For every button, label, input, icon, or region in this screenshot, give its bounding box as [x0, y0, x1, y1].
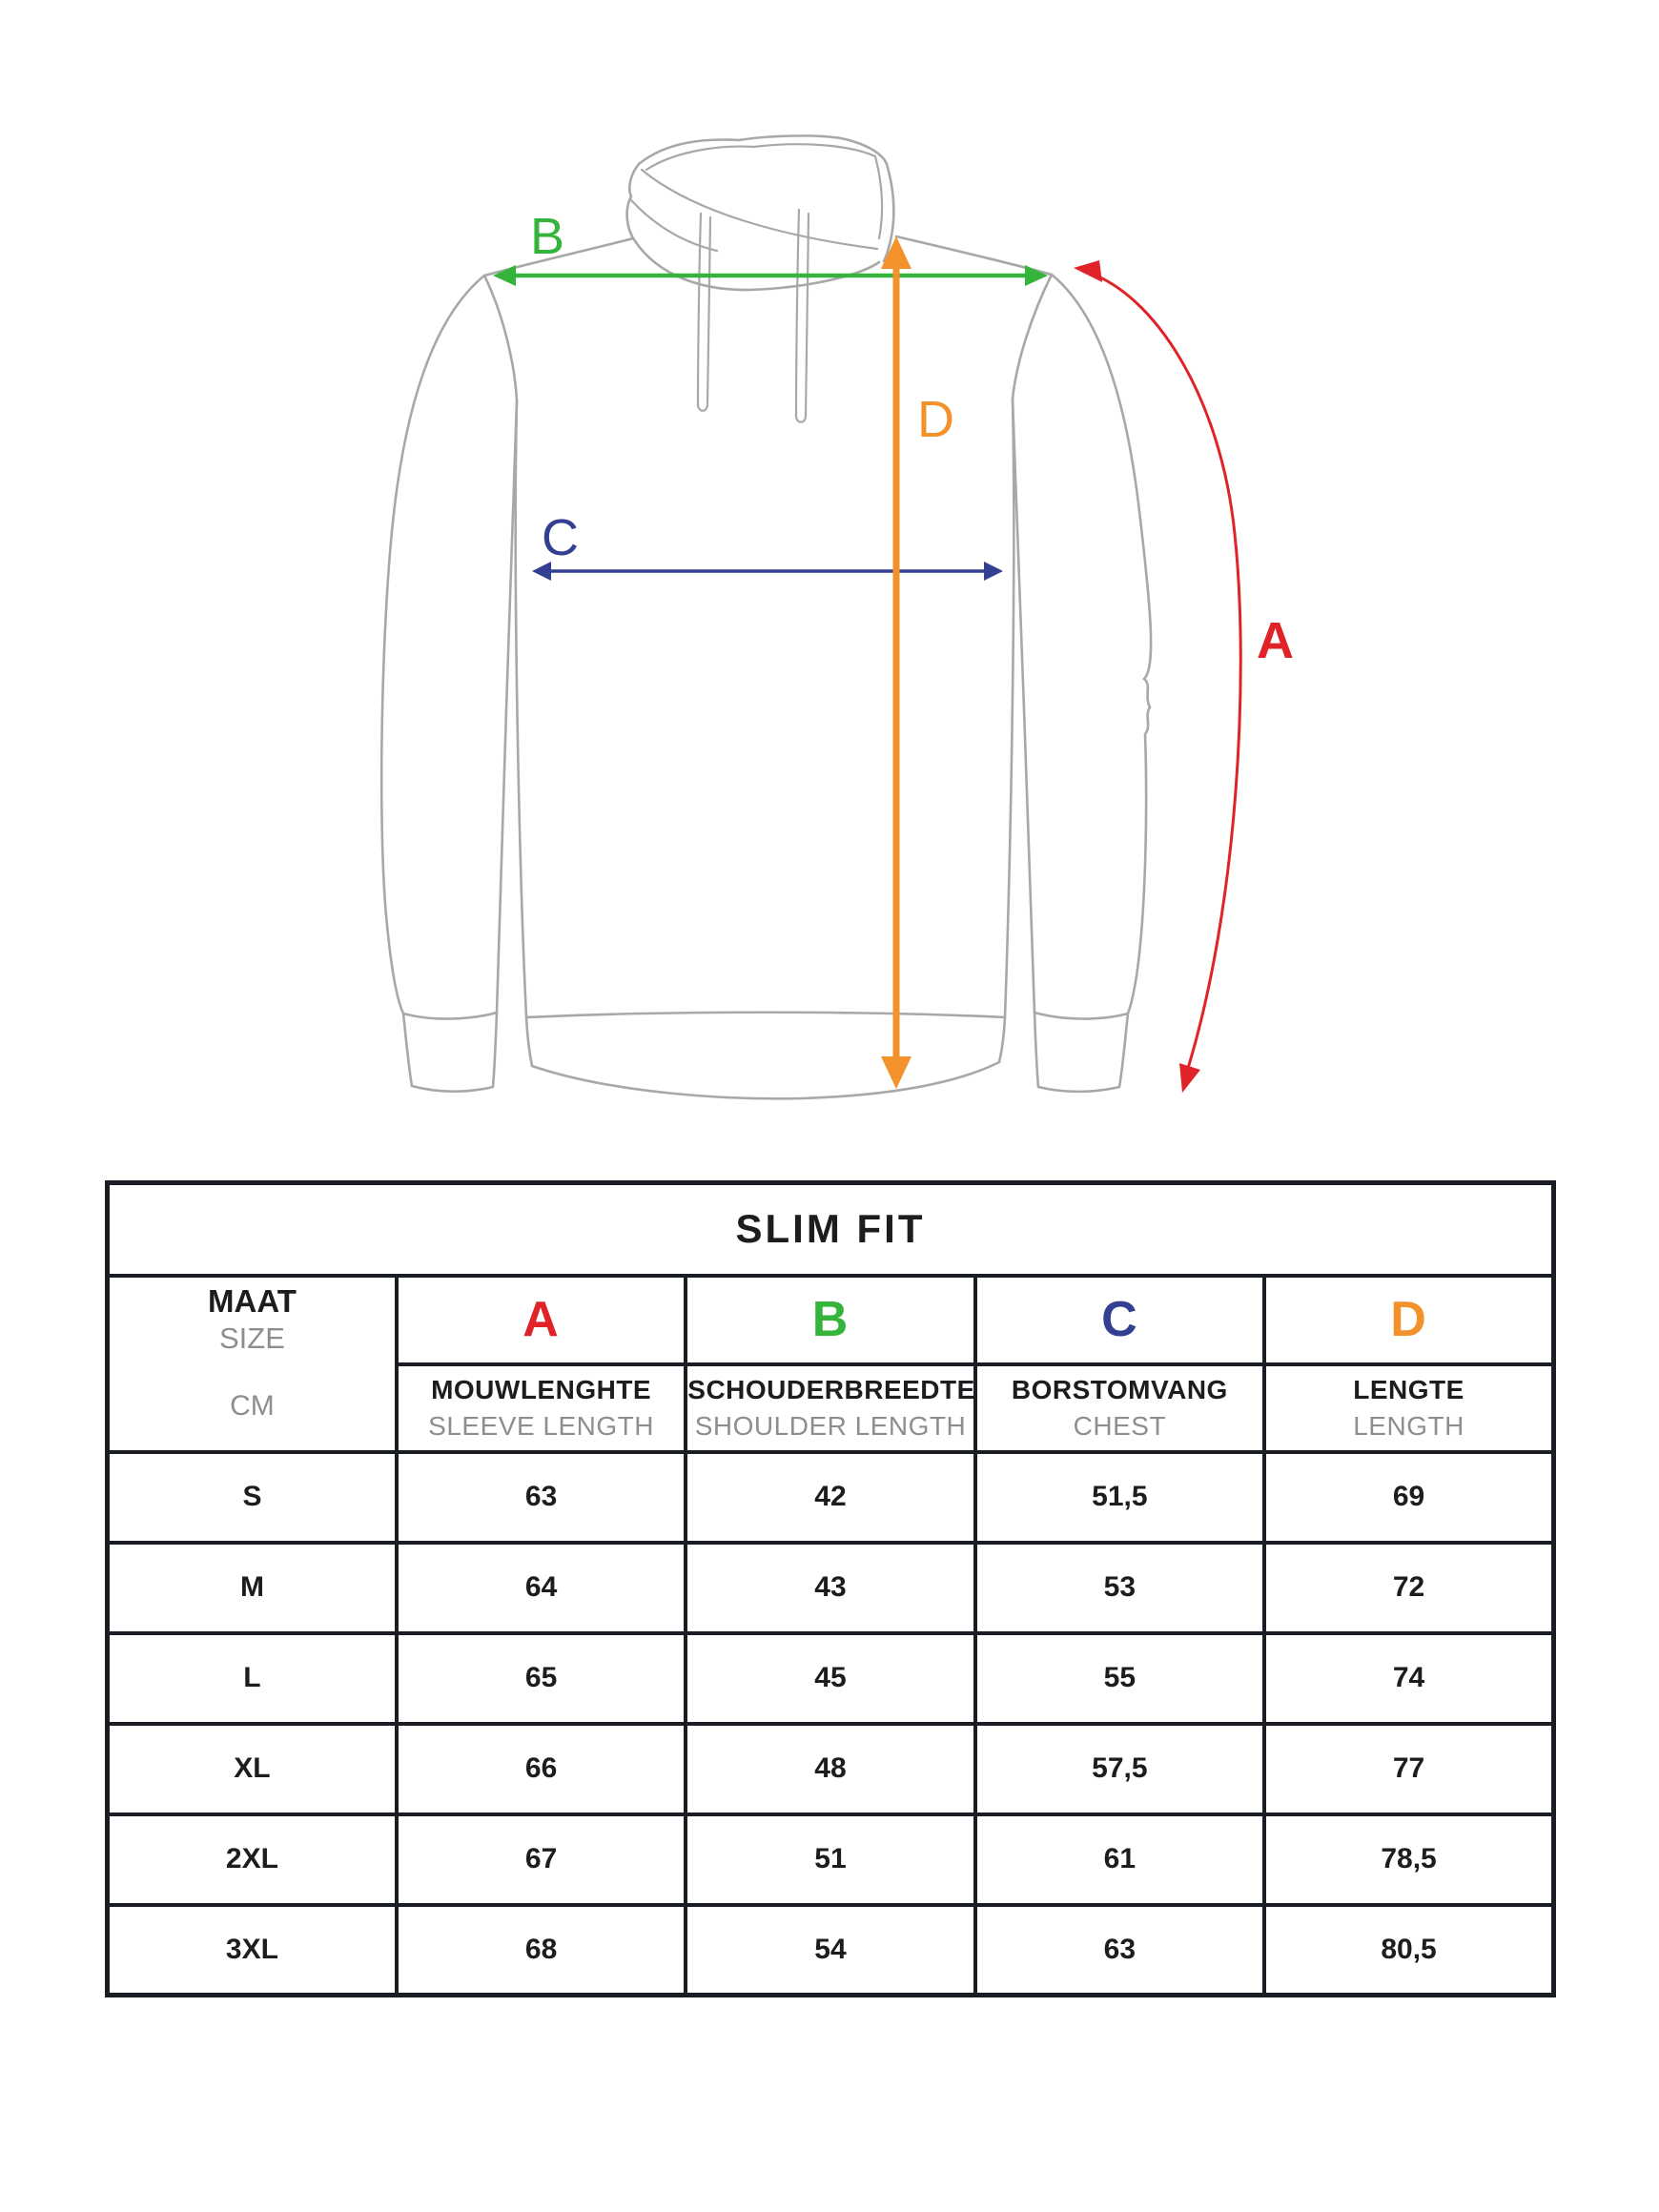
- label-b: B: [530, 208, 565, 265]
- column-header-a: [397, 1364, 686, 1452]
- column-header-c-nl: BORSTOMVANG: [1011, 1374, 1228, 1404]
- arrowhead-right-icon: [984, 562, 1003, 581]
- table-cell: 68: [397, 1905, 686, 1996]
- table-cell: 78,5: [1264, 1814, 1553, 1905]
- sleeve-inner-right: [1013, 399, 1034, 1013]
- collar-inner-rim: [646, 144, 882, 238]
- size-table: [105, 1180, 1556, 1997]
- drawstring-left: [698, 214, 710, 411]
- collar-left-edge: [627, 164, 639, 236]
- sleeve-inner-left: [497, 400, 517, 1013]
- table-cell: 63: [975, 1905, 1264, 1996]
- size-label: XL: [108, 1724, 397, 1814]
- arrowhead-left-icon: [493, 265, 516, 286]
- armhole-right: [1013, 275, 1052, 399]
- table-cell: 45: [686, 1633, 974, 1724]
- size-label: M: [108, 1543, 397, 1633]
- arrowhead-end-icon: [1179, 1063, 1200, 1093]
- table-cell: 72: [1264, 1543, 1553, 1633]
- column-header-b-en: SHOULDER LENGTH: [694, 1410, 967, 1441]
- arrowhead-start-icon: [1074, 260, 1102, 282]
- table-row: [108, 1905, 1554, 1996]
- size-header-cell: [108, 1276, 397, 1452]
- column-letter-a: A: [522, 1292, 560, 1347]
- drawstring-right: [796, 210, 809, 422]
- size-header-en: SIZE: [218, 1321, 285, 1355]
- collar-top-rim: [639, 135, 887, 164]
- table-cell: 53: [975, 1543, 1264, 1633]
- column-header-b: [686, 1364, 974, 1452]
- cuff-right: [1034, 1013, 1128, 1092]
- column-header-a-nl: MOUWLENGHTE: [431, 1374, 652, 1404]
- unit-label: CM: [230, 1389, 275, 1422]
- measurement-arrow-a: [1074, 260, 1294, 1093]
- hem-bottom: [532, 1062, 999, 1098]
- column-letter-d: D: [1390, 1292, 1427, 1347]
- table-cell: 51: [686, 1814, 974, 1905]
- measurement-arrow-b: [493, 208, 1048, 286]
- table-row: [108, 1724, 1554, 1814]
- table-cell: 80,5: [1264, 1905, 1553, 1996]
- measurement-arrow-c: [532, 509, 1003, 581]
- measurement-arrow-d: [881, 236, 954, 1089]
- table-row: [108, 1633, 1554, 1724]
- label-a: A: [1257, 612, 1294, 669]
- column-header-b-nl: SCHOUDERBREEDTE: [687, 1374, 975, 1404]
- arrowhead-up-icon: [881, 236, 911, 269]
- column-header-d: [1264, 1364, 1553, 1452]
- table-cell: 43: [686, 1543, 974, 1633]
- column-header-c: [975, 1364, 1264, 1452]
- column-header-c-en: CHEST: [1073, 1410, 1167, 1441]
- size-label: S: [108, 1452, 397, 1543]
- table-cell: 74: [1264, 1633, 1553, 1724]
- table-cell: 51,5: [975, 1452, 1264, 1543]
- cuff-left: [403, 1013, 497, 1092]
- column-header-d-nl: LENGTE: [1353, 1374, 1464, 1404]
- arrowhead-right-icon: [1025, 265, 1048, 286]
- waistband-sides: [526, 1017, 1005, 1066]
- size-label: L: [108, 1633, 397, 1724]
- table-cell: 67: [397, 1814, 686, 1905]
- label-d: D: [917, 391, 954, 448]
- column-letter-c: C: [1101, 1292, 1138, 1347]
- column-header-d-en: LENGTH: [1353, 1410, 1464, 1441]
- table-row: [108, 1452, 1554, 1543]
- collar-fold-line-2: [631, 200, 717, 251]
- table-cell: 65: [397, 1633, 686, 1724]
- table-cell: 55: [975, 1633, 1264, 1724]
- arrowhead-down-icon: [881, 1056, 911, 1089]
- table-cell: 66: [397, 1724, 686, 1814]
- table-cell: 57,5: [975, 1724, 1264, 1814]
- size-label: 3XL: [108, 1905, 397, 1996]
- table-row: [108, 1814, 1554, 1905]
- waistband-top: [526, 1013, 1005, 1017]
- size-header-nl: MAAT: [208, 1283, 297, 1319]
- table-cell: 63: [397, 1452, 686, 1543]
- armhole-left: [484, 276, 517, 400]
- sleeve-outer-right: [1052, 275, 1151, 1014]
- table-cell: 69: [1264, 1452, 1553, 1543]
- table-cell: 77: [1264, 1724, 1553, 1814]
- table-cell: 42: [686, 1452, 974, 1543]
- table-cell: 64: [397, 1543, 686, 1633]
- body-side-left: [516, 400, 526, 1017]
- table-cell: 61: [975, 1814, 1264, 1905]
- size-label: 2XL: [108, 1814, 397, 1905]
- column-header-a-en: SLEEVE LENGTH: [428, 1410, 654, 1441]
- table-cell: 54: [686, 1905, 974, 1996]
- table-cell: 48: [686, 1724, 974, 1814]
- column-letter-b: B: [811, 1292, 850, 1347]
- table-title: SLIM FIT: [108, 1183, 1554, 1276]
- table-row: [108, 1543, 1554, 1633]
- label-c: C: [542, 509, 579, 566]
- sleeve-outer-left: [381, 276, 484, 1014]
- body-side-right: [1005, 399, 1014, 1017]
